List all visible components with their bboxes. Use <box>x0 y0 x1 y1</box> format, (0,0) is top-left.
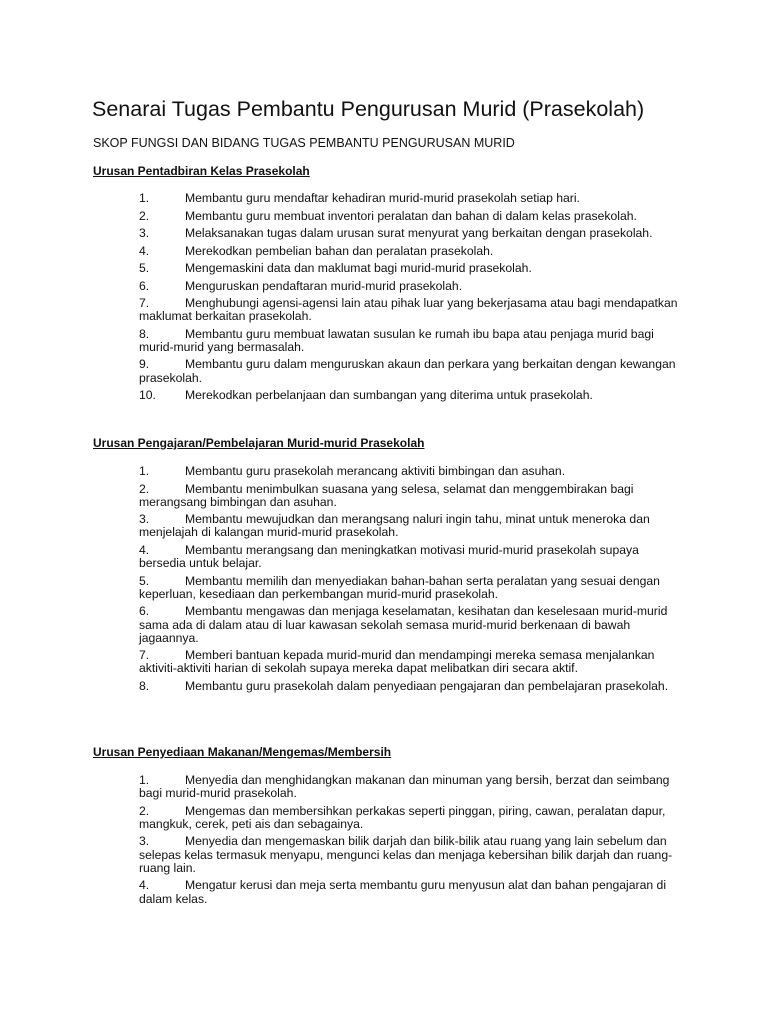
list-item <box>139 805 679 831</box>
list-penyediaan-makanan <box>139 774 679 910</box>
item-text: Membantu guru mendaftar kehadiran murid-murid prasekolah setiap hari. <box>185 191 580 205</box>
list-item <box>139 280 679 293</box>
item-number: 7. <box>139 296 150 310</box>
item-text: Menghubungi agensi-agensi lain atau pihak luar yang bekerjasama atau bagi mendapatkan maklumat berkaitan prasekolah. <box>139 296 678 324</box>
item-number: 2. <box>139 208 150 223</box>
item-number: 8. <box>139 678 150 693</box>
item-number: 5. <box>139 261 150 275</box>
item-text: Membantu memilih dan menyediakan bahan-bahan serta peralatan yang sesuai dengan keperluan, kesediaan dan perkembangan murid-murid prasekolah. <box>139 573 660 601</box>
item-number: 1. <box>139 773 150 787</box>
list-item <box>139 358 679 384</box>
page-title: Senarai Tugas Pembantu Pengurusan Murid (Prasekolah) <box>92 97 645 121</box>
item-number: 2. <box>139 481 150 496</box>
item-text: Membantu menimbulkan suasana yang selesa, selamat dan menggembirakan bagi merangsang bimbingan dan asuhan. <box>139 481 634 509</box>
item-number: 1. <box>139 191 150 205</box>
section-heading-pentadbiran: Urusan Pentadbiran Kelas Prasekolah <box>93 164 310 178</box>
list-item <box>139 483 679 509</box>
list-item <box>139 879 679 905</box>
item-text: Melaksanakan tugas dalam urusan surat menyurat yang berkaitan dengan prasekolah. <box>185 226 653 240</box>
list-item <box>139 835 679 875</box>
item-text: Membantu guru prasekolah merancang aktiviti bimbingan dan asuhan. <box>185 464 566 478</box>
item-number: 9. <box>139 357 150 372</box>
list-item <box>139 328 679 354</box>
list-pengajaran <box>139 465 679 697</box>
item-text: Memberi bantuan kepada murid-murid dan mendampingi mereka semasa menjalankan aktiviti-aktiviti harian di sekolah supaya mereka dapat melibatkan diri secara aktif. <box>139 648 655 676</box>
item-text: Membantu guru membuat inventori peralatan dan bahan di dalam kelas prasekolah. <box>185 208 637 223</box>
section-heading-pengajaran: Urusan Pengajaran/Pembelajaran Murid-murid Prasekolah <box>93 436 425 450</box>
item-number: 4. <box>139 542 150 557</box>
list-item <box>139 210 679 223</box>
item-text: Mengemaskini data dan maklumat bagi murid-murid prasekolah. <box>185 261 532 275</box>
list-item <box>139 649 679 675</box>
item-number: 1. <box>139 464 150 478</box>
item-text: Membantu guru prasekolah dalam penyediaan pengajaran dan pembelajaran prasekolah. <box>185 678 669 693</box>
list-item <box>139 605 679 645</box>
list-item <box>139 544 679 570</box>
item-number: 3. <box>139 226 150 240</box>
list-item <box>139 465 679 478</box>
item-text: Menguruskan pendaftaran murid-murid prasekolah. <box>185 278 463 293</box>
list-item <box>139 680 679 693</box>
item-number: 8. <box>139 326 150 341</box>
item-text: Menyedia dan menghidangkan makanan dan minuman yang bersih, berzat dan seimbang bagi murid-murid prasekolah. <box>139 773 670 801</box>
list-pentadbiran <box>139 192 679 407</box>
scope-subtitle: SKOP FUNGSI DAN BIDANG TUGAS PEMBANTU PENGURUSAN MURID <box>93 136 515 150</box>
item-text: Membantu guru dalam menguruskan akaun dan perkara yang berkaitan dengan kewangan prasekolah. <box>139 357 676 385</box>
list-item <box>139 297 679 323</box>
list-item <box>139 227 679 240</box>
item-text: Membantu mengawas dan menjaga keselamatan, kesihatan dan keselesaan murid-murid sama ada di dalam atau di luar kawasan sekolah semasa murid-murid berkenaan di bawah jagaannya. <box>139 604 668 645</box>
list-item <box>139 389 679 402</box>
section-heading-penyediaan-makanan: Urusan Penyediaan Makanan/Mengemas/Membersih <box>93 745 392 759</box>
item-number: 4. <box>139 243 150 258</box>
item-text: Membantu mewujudkan dan merangsang naluri ingin tahu, minat untuk meneroka dan menjelajah di kalangan murid-murid prasekolah. <box>139 512 650 540</box>
list-item <box>139 262 679 275</box>
list-item <box>139 774 679 800</box>
item-number: 6. <box>139 278 150 293</box>
item-text: Merekodkan pembelian bahan dan peralatan prasekolah. <box>185 243 494 258</box>
list-item <box>139 575 679 601</box>
item-number: 5. <box>139 573 150 588</box>
item-text: Mengemas dan membersihkan perkakas seperti pinggan, piring, cawan, peralatan dapur, mangkuk, cerek, peti ais dan sebagainya. <box>139 803 666 831</box>
list-item <box>139 513 679 539</box>
list-item <box>139 192 679 205</box>
list-item <box>139 245 679 258</box>
item-text: Mengatur kerusi dan meja serta membantu guru menyusun alat dan bahan pengajaran di dalam kelas. <box>139 878 667 906</box>
item-text: Membantu guru membuat lawatan susulan ke rumah ibu bapa atau penjaga murid bagi murid-murid yang bermasalah. <box>139 326 654 354</box>
item-number: 7. <box>139 648 150 663</box>
item-number: 2. <box>139 803 150 818</box>
item-number: 6. <box>139 604 150 619</box>
item-text: Membantu merangsang dan meningkatkan motivasi murid-murid prasekolah supaya bersedia untuk belajar. <box>139 542 639 571</box>
item-text: Merekodkan perbelanjaan dan sumbangan yang diterima untuk prasekolah. <box>185 388 593 403</box>
item-text: Menyedia dan mengemaskan bilik darjah dan bilik-bilik atau ruang yang lain sebelum dan selepas kelas termasuk menyapu, mengunci kelas dan menjaga kebersihan bilik darjah dan ruang-ruang lain. <box>139 834 673 875</box>
item-number: 10. <box>139 388 156 403</box>
item-number: 3. <box>139 512 150 527</box>
item-number: 4. <box>139 878 150 893</box>
item-number: 3. <box>139 834 150 849</box>
